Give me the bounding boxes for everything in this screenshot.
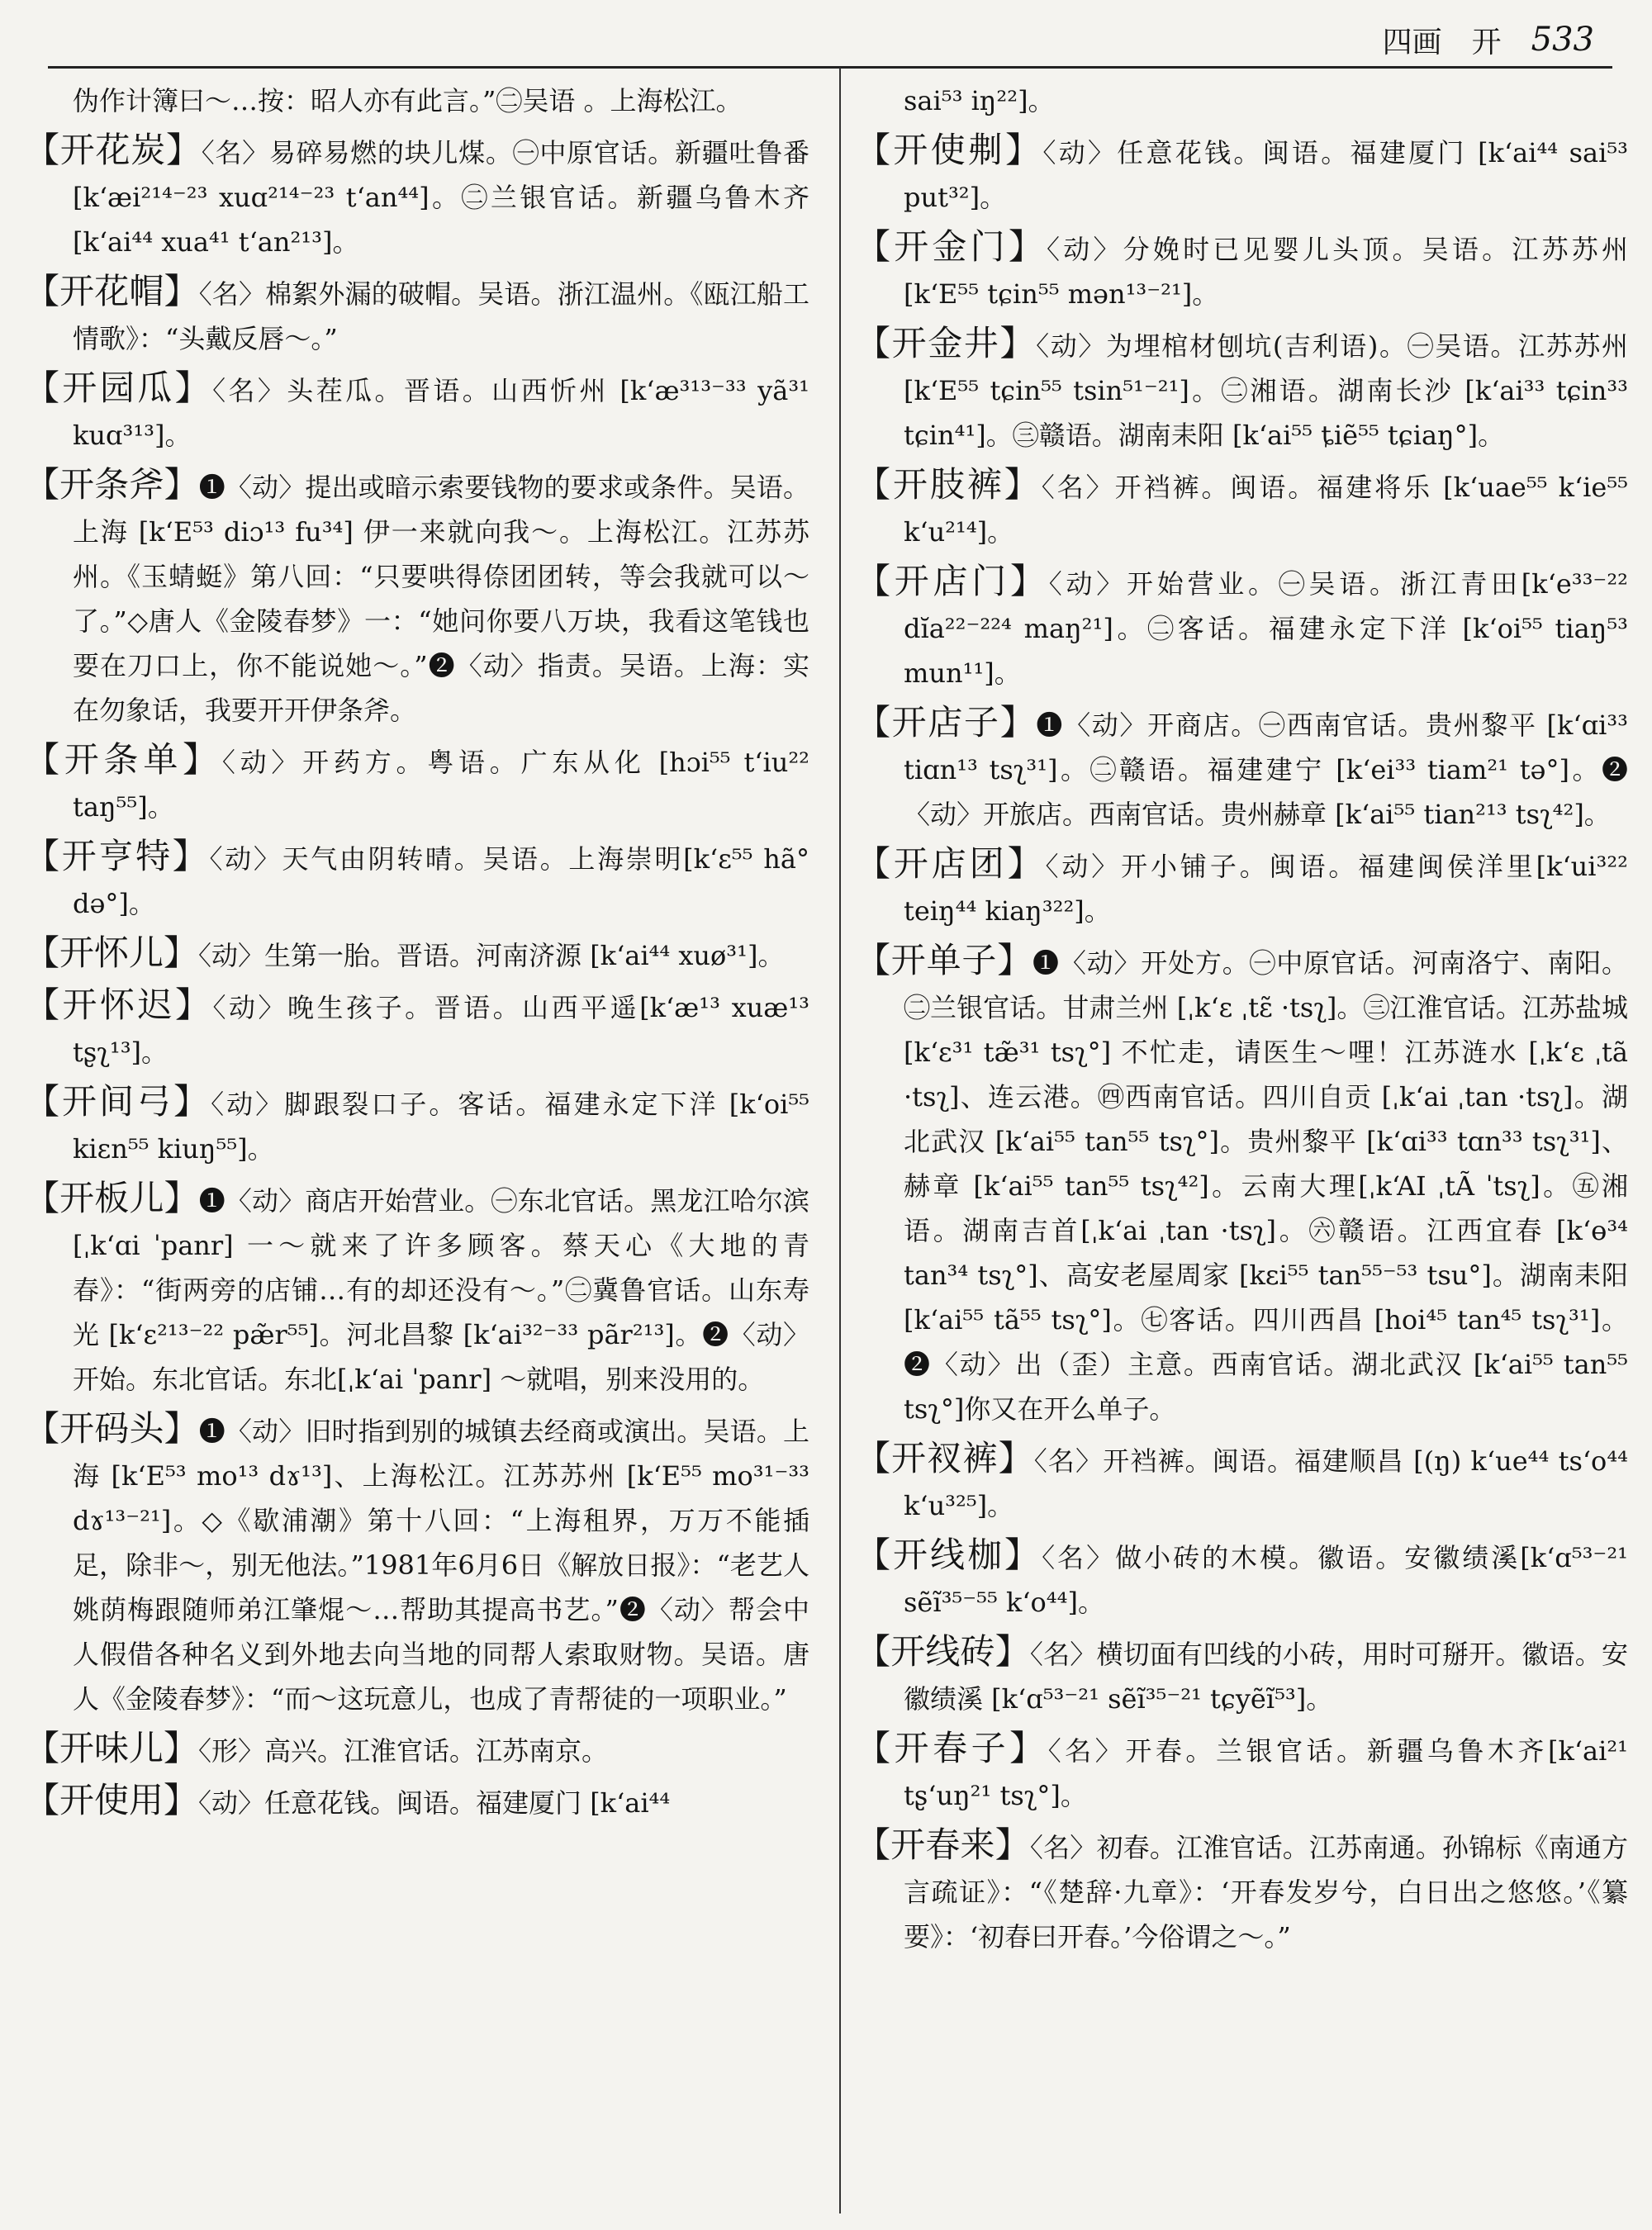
header-rule [48,66,1612,69]
entry-definition: 〈名〉初春。江淮官话。江苏南通。孙锦标《南通方言疏证》：“《楚辞·九章》：‘开春发岁兮，白日出之悠悠。’《纂要》：‘初春曰开春。’今俗谓之～。” [904,1832,1628,1952]
entry-definition: ❶〈动〉提出或暗示索要钱物的要求或条件。吴语。上海 [kʻE⁵³ diɔ¹³ fu³⁴] 伊一来就向我～。上海松江。江苏苏州。《玉蜻蜓》第八回：“只要哄得倷团团转，等会我就可以～了。”◇唐人《金陵春梦》一：“她问你要八万块，我看这笔钱也要在刀口上，你不能说她～。”❷〈动〉指责。吴语。上海：实在勿象话，我要开开伊条斧。 [73,472,809,726]
section-label: 四画 [1382,25,1442,59]
entry-headword: 【开线枷】 [856,1535,1042,1575]
entry-definition: ❶〈动〉旧时指到别的城镇去经商或演出。吴语。上海 [kʻE⁵³ mo¹³ dɤ¹³]、上海松江。江苏苏州 [kʻE⁵⁵ mo³¹⁻³³ dɤ¹³⁻²¹]。◇《歇浦潮》第十八回：“上海租界，万万不能插足，除非～，别无他法。”1981年6月6日《解放日报》：“老艺人姚荫梅跟随师弟江肇焜～…帮助其提高书艺。”❷〈动〉帮会中人假借各种名义到外地去向当地的同帮人索取财物。吴语。唐人《金陵春梦》：“而～这玩意儿，也成了青帮徒的一项职业。” [73,1416,809,1715]
dictionary-entry [856,321,1628,458]
dictionary-entry [25,931,809,978]
dictionary-entry [25,1726,809,1773]
dictionary-entry [25,1079,809,1171]
column-divider [839,68,841,2213]
entry-definition: sai⁵³ iŋ²²]。 [904,85,1055,116]
entry-definition: ❶〈动〉开处方。㊀中原官话。河南洛宁、南阳。㊁兰银官话。甘肃兰州 [ˌkʻɛ ˌtɛ̃ ·tsʅ]。㊂江淮官话。江苏盐城 [kʻɛ³¹ tæ̃³¹ tsʅ°] 不忙走，请医生～哩！江苏涟水 [ˌkʻɛ ˌtã ·tsʅ]、连云港。㊃西南官话。四川自贡 [ˌkʻai ˌtan ·tsʅ]。湖北武汉 [kʻai⁵⁵ tan⁵⁵ tsʅ°]。贵州黎平 [kʻɑi³³ tɑn³³ tsʅ³¹]、赫章 [kʻai⁵⁵ tan⁵⁵ tsʅ⁴²]。云南大理[ˌkʻAI ˌtÃ ˈtsʅ]。㊄湘语。湖南吉首[ˌkʻai ˌtan ·tsʅ]。㊅赣语。江西宜春 [kʻɵ³⁴ tan³⁴ tsʅ°]、高安老屋周家 [kɛi⁵⁵ tan⁵⁵⁻⁵³ tsu°]。湖南耒阳 [kʻai⁵⁵ tã⁵⁵ tsʅ°]。㊆客话。四川西昌 [hoi⁴⁵ tan⁴⁵ tsʅ³¹]。❷〈动〉出（歪）主意。西南官话。湖北武汉 [kʻai⁵⁵ tan⁵⁵ tsʅ°]你又在开么单子。 [904,947,1628,1425]
dictionary-entry [856,842,1628,933]
entry-definition: 〈动〉开始营业。㊀吴语。浙江青田[kʻe³³⁻²² dĭa²²⁻²²⁴ maŋ²¹]。㊁客话。福建永定下洋 [kʻoi⁵⁵ tiaŋ⁵³ mun¹¹]。 [904,568,1628,689]
entry-definition: 〈动〉任意花钱。闽语。福建厦门 [kʻai⁴⁴ sai⁵³ put³²]。 [904,137,1628,213]
dictionary-entry [25,738,809,829]
entry-headword: 【开使用】 [25,1780,199,1820]
dictionary-entry [856,76,1628,123]
dictionary-entry [25,1176,809,1402]
entry-definition: 〈动〉开药方。粤语。广东从化 [hɔi⁵⁵ tʻiu²² taŋ⁵⁵]。 [73,747,809,823]
entry-headword: 【开亨特】 [25,836,210,876]
dictionary-entry [856,1726,1628,1818]
entry-headword: 【开花帽】 [25,271,199,311]
entry-headword: 【开味儿】 [25,1728,199,1768]
entry-definition: 〈名〉横切面有凹线的小砖，用时可掰开。徽语。安徽绩溪 [kʻɑ⁵³⁻²¹ sẽĩ³⁵⁻²¹ tɕyẽĩ⁵³]。 [904,1639,1628,1715]
dictionary-entry [856,1630,1628,1721]
entry-definition: 〈名〉做小砖的木模。徽语。安徽绩溪[kʻɑ⁵³⁻²¹ sẽĩ³⁵⁻⁵⁵ kʻo⁴⁴]。 [904,1542,1628,1618]
entry-definition: 〈动〉任意花钱。闽语。福建厦门 [kʻai⁴⁴ [198,1787,671,1819]
dictionary-entry [856,559,1628,695]
entry-headword: 【开店子】 [856,702,1037,743]
entry-definition: 〈名〉开裆裤。闽语。福建将乐 [kʻuae⁵⁵ kʻie⁵⁵ kʻu²¹⁴]。 [904,472,1628,548]
left-column [25,76,809,2215]
page-header [1383,15,1594,64]
entry-headword: 【开肢裤】 [856,464,1042,505]
entry-definition: 〈动〉天气由阴转晴。吴语。上海崇明[kʻɛ⁵⁵ hã° də°]。 [73,843,809,919]
dictionary-entry [25,76,809,123]
dictionary-entry [25,366,809,458]
entry-definition: 〈动〉开小铺子。闽语。福建闽侯洋里[kʻui³²² teiŋ⁴⁴ kiaŋ³²²]。 [904,851,1628,927]
dictionary-entry [25,983,809,1075]
dictionary-entry [25,834,809,926]
entry-definition: 〈名〉易碎易燃的块儿煤。㊀中原官话。新疆吐鲁番 [kʻæi²¹⁴⁻²³ xuɑ²¹⁴⁻²³ tʻan⁴⁴]。㊁兰银官话。新疆乌鲁木齐 [kʻai⁴⁴ xua⁴¹ tʻan²¹³]。 [73,137,809,258]
entry-headword: 【开线砖】 [856,1631,1030,1672]
dictionary-entry [25,269,809,361]
dictionary-entry [25,1778,809,1825]
entry-definition: 〈名〉棉絮外漏的破帽。吴语。浙江温州。《瓯江船工情歌》：“头戴反唇～。” [73,278,809,354]
entry-definition: 〈形〉高兴。江淮官话。江苏南京。 [198,1735,609,1767]
entry-headword: 【开春来】 [856,1824,1030,1865]
dictionary-entry [856,128,1628,220]
dictionary-entry [25,1407,809,1721]
entry-definition: 〈名〉开春。兰银官话。新疆乌鲁木齐[kʻai²¹ tʂʻuŋ²¹ tsʅ°]。 [904,1735,1628,1811]
dictionary-entry [856,1436,1628,1528]
entry-headword: 【开码头】 [25,1408,199,1449]
entry-headword: 【开花炭】 [25,130,202,170]
entry-headword: 【开单子】 [856,940,1033,980]
dictionary-entry [25,128,809,264]
entry-definition: 〈动〉脚跟裂口子。客话。福建永定下洋 [kʻoi⁵⁵ kiɛn⁵⁵ kiuŋ⁵⁵]。 [73,1089,809,1165]
dictionary-entry [856,938,1628,1431]
entry-headword: 【开条单】 [25,739,222,780]
entry-definition: 〈名〉开裆裤。闽语。福建顺昌 [(ŋ) kʻue⁴⁴ tsʻo⁴⁴ kʻu³²⁵]。 [904,1445,1628,1521]
entry-headword: 【开店门】 [856,561,1049,601]
section-character: 开 [1471,25,1502,59]
page-number: 533 [1531,21,1594,59]
entry-headword: 【开店团】 [856,843,1046,884]
entry-headword: 【开怀儿】 [25,932,199,973]
dictionary-entry [856,1823,1628,1959]
right-column [856,76,1628,2215]
entry-definition: 〈动〉生第一胎。晋语。河南济源 [kʻai⁴⁴ xuø³¹]。 [198,940,785,971]
dictionary-entry [856,1533,1628,1625]
entry-definition: 〈动〉分娩时已见婴儿头顶。吴语。江苏苏州 [kʻE⁵⁵ tɕin⁵⁵ mən¹³⁻²¹]。 [904,234,1628,310]
entry-headword: 【开使刜】 [856,130,1043,170]
dictionary-entry [856,225,1628,316]
entry-headword: 【开板儿】 [25,1178,199,1218]
dictionary-entry [856,463,1628,554]
entry-definition: ❶〈动〉商店开始营业。㊀东北官话。黑龙江哈尔滨 [ˌkʻɑi ˈpanr] 一～就来了许多顾客。蔡天心《大地的青春》：“街两旁的店铺…有的却还没有～。”㊁冀鲁官话。山东寿光 [kʻɛ²¹³⁻²² pæ̃r⁵⁵]。河北昌黎 [kʻai³²⁻³³ pãr²¹³]。❷〈动〉开始。东北官话。东北[ˌkʻai ˈpanr] ～就唱，别来没用的。 [73,1185,809,1395]
entry-definition: 〈名〉头茬瓜。晋语。山西忻州 [kʻæ³¹³⁻³³ yã³¹ kuɑ³¹³]。 [73,375,809,451]
entry-headword: 【开衩裤】 [856,1438,1034,1478]
entry-definition: 〈动〉晚生孩子。晋语。山西平遥[kʻæ¹³ xuæ¹³ tʂʅ¹³]。 [73,992,809,1068]
entry-headword: 【开间弓】 [25,1081,211,1122]
entry-headword: 【开春子】 [856,1728,1048,1768]
dictionary-entry [856,700,1628,837]
dictionary-entry [25,463,809,733]
entry-headword: 【开金井】 [856,323,1037,363]
entry-headword: 【开园瓜】 [25,368,213,408]
entry-headword: 【开条斧】 [25,464,199,505]
entry-headword: 【开怀迟】 [25,985,213,1025]
entry-definition: 〈动〉为埋棺材刨坑(吉利语)。㊀吴语。江苏苏州 [kʻE⁵⁵ tɕin⁵⁵ tsin⁵¹⁻²¹]。㊁湘语。湖南长沙 [kʻai³³ tɕin³³ tɕin⁴¹]。㊂赣语。湖南耒阳 [kʻai⁵⁵ ȶiẽ⁵⁵ tɕiaŋ°]。 [904,330,1628,451]
entry-definition: 伪作计簿曰～…按：昭人亦有此言。”㊁吴语 。上海松江。 [73,85,743,116]
entry-definition: ❶〈动〉开商店。㊀西南官话。贵州黎平 [kʻɑi³³ tiɑn¹³ tsʅ³¹]。㊁赣语。福建建宁 [kʻei³³ tiam²¹ tə°]。❷〈动〉开旅店。西南官话。贵州赫章 [kʻai⁵⁵ tian²¹³ tsʅ⁴²]。 [904,709,1628,830]
entry-headword: 【开金门】 [856,226,1047,267]
